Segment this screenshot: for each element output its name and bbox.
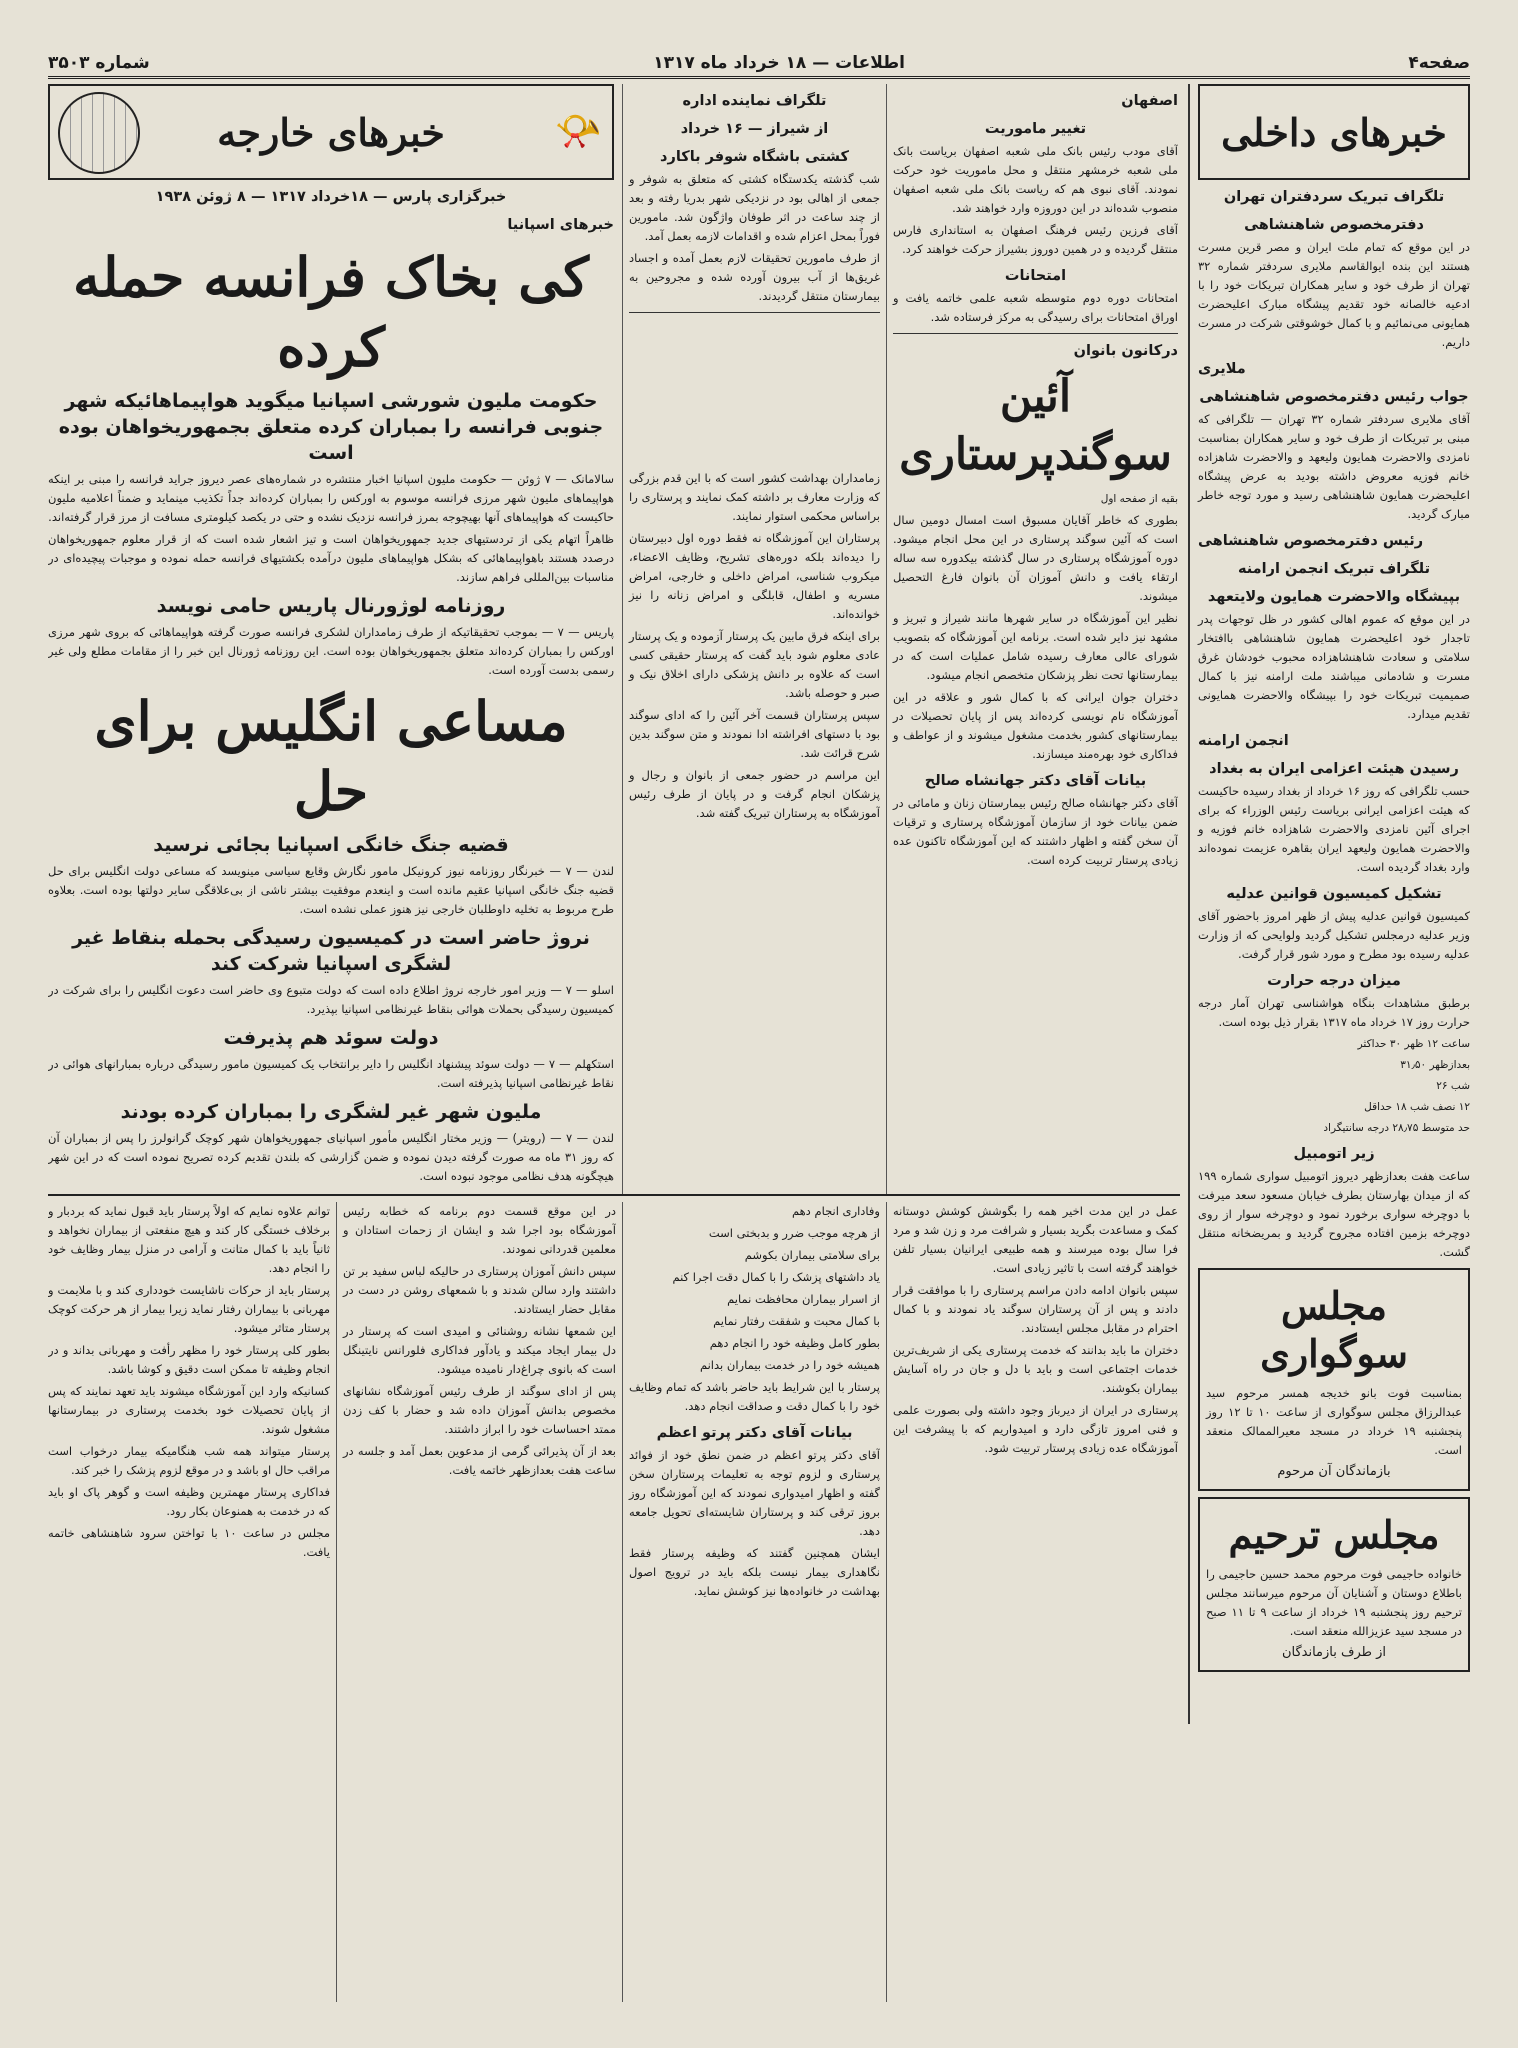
lower-column-3	[336, 1202, 616, 2002]
article-text: پرستار باید از حرکات ناشایست خودداری کند و با ملایمت و مهربانی با بیماران رفتار نماید زیرا بیمار از هر حرکت کوچک پرستار متاثر میشود.	[48, 1283, 330, 1335]
section-divider	[48, 1194, 1180, 1196]
temperature-row: ۱۲ نصف شب ۱۸ حداقل	[1364, 1101, 1470, 1113]
section-label: خبرهای اسپانیا	[507, 217, 614, 233]
headline: تلگراف نماینده اداره	[682, 93, 827, 109]
article-text: آقای فرزین رئیس فرهنگ اصفهان به استانداری فارس منتقل گردیده و در همین دوروز بشیراز حرکت خواهند کرد.	[893, 223, 1178, 256]
oath-item: یاد داشتهای پزشک را با کمال دقت اجرا کنم	[672, 1270, 880, 1284]
headline: جواب رئیس دفترمخصوص شاهنشاهی	[1199, 389, 1469, 405]
headline: رسیدن هیئت اعزامی ایران به بغداد	[1209, 761, 1459, 777]
article-text: فداکاری پرستار مهمترین وظیفه است و گوهر پاک او باید که در خدمت به همنوعان بکار رود.	[48, 1485, 330, 1518]
article-text: پرستار با این شرایط باید حاضر باشد که تمام وظایف خود را با کمال دقت و صداقت انجام دهد.	[629, 1380, 880, 1413]
headline: میزان درجه حرارت	[1267, 973, 1401, 989]
article-text: این مراسم در حضور جمعی از بانوان و رجال و پزشکان انجام گرفت و در پایان از طرف رئیس آموزشگاه به پرستاران تبریک گفته شد.	[629, 768, 880, 820]
oath-item: وفاداری انجام دهم	[791, 1204, 880, 1218]
lower-column-4	[48, 1202, 330, 2002]
article-text: شب گذشته یکدستگاه کشتی که متعلق به شوفر و جمعی از اهالی بود در نزدیکی شهر بدریا رفته و بعد از چند ساعت در اثر طوفان واژگون شد. مامورین فوراً بمحل اعزام شده و اقدامات لازمه بعمل آمد.	[629, 172, 880, 243]
oath-item: با کمال محبت و شفقت رفتار نمایم	[713, 1314, 880, 1328]
article-text: برطبق مشاهدات بنگاه هواشناسی تهران آمار درجه حرارت روز ۱۷ خرداد ماه ۱۳۱۷ بقرار ذیل بوده است.	[1198, 996, 1470, 1029]
signature: انجمن ارامنه	[1198, 733, 1289, 749]
oath-item: همیشه خود را در خدمت بیماران بدانم	[699, 1358, 880, 1372]
notice-title: مجلس سوگواری	[1260, 1283, 1408, 1376]
divider	[629, 312, 880, 313]
article-text: دختران جوان ایرانی که با کمال شور و علاقه در این آموزشگاه نام نویسی کرده‌اند پس از پایان تحصیلات در بیمارستانهای کشور بخدمت مشغول میشوند و از عواطف و فداکاری خود بهره‌مند میسازند.	[893, 690, 1178, 761]
continued-note: بقیه از صفحه اول	[1100, 493, 1178, 505]
article-text: ظاهراً اتهام یکی از تردستیهای جدید جمهوریخواهان است و تیز اشعار شده است که از قرار معلوم جمهوریخواهان درصدد هستند باهواپیماهائی که بشکل هواپیماهای ملیون درآمده بکشتیهای فرانسه حمله نموده و موجبات پیچیده‌ای در مناسبات بین‌المللی فراهم سازند.	[48, 532, 614, 584]
sub-headline: حکومت ملیون شورشی اسپانیا میگوید هواپیماهائیکه شهر جنوبی فرانسه را بمباران کرده متعلق بجمهوریخواهان بوده است	[58, 390, 604, 464]
article-text: سپس پرستاران قسمت آخر آئین را که ادای سوگند بود با دستهای افراشته ادا نمودند و متن سوگند بدین شرح قرائت شد.	[629, 708, 880, 760]
foreign-news-title: خبرهای خارجه	[217, 109, 445, 155]
article-text: سالامانک — ۷ ژوئن — حکومت ملیون اسپانیا اخبار منتشره در شماره‌های عصر دیروز جراید فرانسه را مبنی بر اینکه هواپیماهای ملیون شهر مرزی فرانسه موسوم به اورکس را بمباران کرده‌اند جداً تکذیب مینماید و ضمناً اعلامیه ملیون حاکیست که هواپیماهای آنها بهیچوجه بمرز فرانسه نزدیک نشده و حتی در یکصد کیلومتری مسافت از مرز قرار گرفته‌اند.	[48, 472, 614, 524]
headline: تغییر ماموریت	[984, 121, 1087, 137]
dateline: از شیراز — ۱۶ خرداد	[680, 121, 829, 137]
temperature-row: بعدازظهر ۳۱٫۵۰	[1400, 1059, 1470, 1071]
feature-headline: آئین سوگندپرستاری	[899, 371, 1172, 480]
column-shiraz-news	[622, 84, 880, 1194]
article-text: اسلو — ۷ — وزیر امور خارجه نروژ اطلاع داده است که دولت متبوع وی حاضر است دعوت انگلیس را برای شرکت در کمیسیون رسیدگی بحملات هوائی بنقاط غیرنظامی اسپانیا بپذیرد.	[48, 983, 614, 1016]
headline: تلگراف تبریک انجمن ارامنه	[1237, 561, 1431, 577]
article-text: کمیسیون قوانین عدلیه پیش از ظهر امروز باحضور آقای وزیر عدلیه درمجلس تشکیل گردید ولوایحی که از وزارت عدلیه رسیده بود مطرح و مورد شور قرار گرفت.	[1198, 909, 1470, 961]
article-text: پس از ادای سوگند از طرف رئیس آموزشگاه نشانهای مخصوص بدانش آموزان داده شد و حضار با کف زدن ممتد احساسات خود را ابراز داشتند.	[343, 1384, 616, 1436]
section-label: درکانون بانوان	[1073, 343, 1178, 359]
column-foreign-news	[48, 84, 614, 1194]
headline: بپیشگاه والاحضرت همایون ولایتعهد	[1207, 589, 1461, 605]
memorial-notice	[1198, 1497, 1470, 1672]
article-text: آقای دکتر پرتو اعظم در ضمن نطق خود از فوائد پرستاری و لزوم توجه به تعلیمات پرستاران سخن گفته و اظهار امیدواری نمودند که این آموزشگاه روز بروز ترقی کند و پرستاران شایسته‌ای تحویل جامعه دهد.	[629, 1448, 880, 1538]
divider	[893, 333, 1178, 334]
domestic-news-title: خبرهای داخلی	[1221, 109, 1447, 155]
headline: ملیون شهر غیر لشگری را بمباران کرده بودند	[120, 1101, 542, 1123]
notice-signature: بازماندگان آن مرحوم	[1277, 1464, 1391, 1479]
column-isfahan-news	[886, 84, 1178, 1194]
temperature-row: ساعت ۱۲ ظهر ۳۰ حداکثر	[1357, 1038, 1470, 1050]
gramophone-horn-icon: 📯	[554, 108, 602, 153]
mourning-notice	[1198, 1268, 1470, 1491]
article-text: در این موقع که تمام ملت ایران و مصر قرین مسرت هستند این بنده ایوالقاسم ملایری سردفتر شماره ۳۲ تهران از طرف خود و سایر همکاران تبریکات خود را با ادعیه خالصانه خود تقدیم پیشگاه مبارک اعلیحضرت همایونی می‌نمائیم و با کمال خوشوقتی شرکت در مسرت داریم.	[1198, 240, 1470, 349]
masthead-date: اطلاعات — ۱۸ خرداد ماه ۱۳۱۷	[653, 53, 905, 73]
globe-icon	[58, 92, 140, 174]
headline: امتحانات	[1004, 268, 1067, 284]
article-text: مجلس در ساعت ۱۰ با تواختن سرود شاهنشاهی خاتمه یافت.	[48, 1526, 330, 1559]
article-text: پرستاری در ایران از دیرباز وجود داشته ولی بصورت علمی و فنی امروز تازگی دارد و امیدواریم که با پیشرفت این آموزشگاه عده زیادی پرستار تربیت شود.	[893, 1403, 1178, 1455]
article-text: بعد از آن پذیرائی گرمی از مدعوین بعمل آمد و جلسه در ساعت هفت بعدازظهر خاتمه یافت.	[343, 1444, 616, 1477]
article-text: بطوری که خاطر آقایان مسبوق است امسال دومین سال است که آئین سوگند پرستاری در این محل انجام میشود. دوره آموزشگاه پرستاری در سال گذشته بیکدوره سه ساله ارتقاء یافت و دانش آموزان آن بانوان فارغ التحصیل میشوند.	[893, 513, 1178, 603]
issue-number: شماره ۳۵۰۳	[48, 53, 150, 73]
article-text: آقای مودب رئیس بانک ملی شعبه اصفهان بریاست بانک ملی شعبه خرمشهر منتقل و محل ماموریت خود حرکت نمودند. آقای نبوی هم که ریاست بانک ملی شعبه اصفهان منصوب شده‌اند در این دوروزه وارد خواهند شد.	[893, 144, 1178, 215]
article-text: از طرف مامورین تحقیقات لازم بعمل آمده و اجساد غریق‌ها از آب بیرون آورده شده و مجروحین به بیمارستان منتقل گردیدند.	[629, 251, 880, 303]
main-headline: مساعی انگلیس برای حل	[94, 689, 568, 823]
oath-item: برای سلامتی بیماران بکوشم	[744, 1248, 880, 1262]
article-text: پرستاران این آموزشگاه نه فقط دوره اول دبیرستان را دیده‌اند بلکه دوره‌های تشریح، وظایف الاعضاء، میکروب شناسی، امراض داخلی و خارجی، امراض مسریه و اطفال، قابلگی و امراض زنانه را نیز خوانده‌اند.	[629, 531, 880, 621]
foreign-news-banner	[48, 84, 614, 180]
lower-column-2	[622, 1202, 880, 2002]
article-text: کسانیکه وارد این آموزشگاه میشوند باید تعهد نمایند که پس از پایان تحصیلات خود بخدمت پرستاری در بیمارستانها مشغول شوند.	[48, 1384, 330, 1436]
headline: کشتی باشگاه شوفر باکارد	[660, 149, 849, 165]
article-text: ایشان همچنین گفتند که وظیفه پرستار فقط نگاهداری بیمار نیست بلکه باید در ترویج اصول بهداشت در خانواده‌ها نیز کوشش نماید.	[629, 1546, 880, 1598]
article-text: استکهلم — ۷ — دولت سوئد پیشنهاد انگلیس را دایر برانتخاب یک کمیسیون مامور رسیدگی درباره بمبارانهای هوائی در نقاط غیرنظامی اسپانیا پذیرفته است.	[48, 1057, 614, 1090]
headline: بیانات آقای دکتر پرتو اعظم	[656, 1425, 853, 1441]
domestic-news-banner	[1198, 84, 1470, 180]
article-text: پرستار میتواند همه شب هنگامیکه بیمار درخواب است مراقب حال او باشد و در موقع لزوم پزشک را خبر کند.	[48, 1444, 330, 1477]
headline: تلگراف تبریک سردفتران تهران	[1223, 189, 1445, 205]
headline: زیر اتومبیل	[1293, 1146, 1375, 1162]
article-text: عمل در این مدت اخیر همه را بگوشش کوشش دوستانه کمک و مساعدت بگرید بسیار و شرافت مرد و زن شد و مرد فرا سال بوده میرسند و همه طبیعی ایرانیان بسیار تلفن خواهند گرفته است با تاثیر زیادی است.	[893, 1204, 1178, 1275]
article-text: سپس دانش آموزان پرستاری در حالیکه لباس سفید بر تن داشتند وارد سالن شدند و با شمعهای روشن در دست در مقابل حضار ایستادند.	[343, 1264, 616, 1316]
temperature-row: حد متوسط ۲۸٫۷۵ درجه سانتیگراد	[1323, 1122, 1470, 1134]
sub-headline: قضیه جنگ خانگی اسپانیا بجائی نرسید	[153, 834, 509, 856]
article-text: دختران ما باید بدانند که خدمت پرستاری یکی از شریف‌ترین خدمات اجتماعی است و باید با دل و جان در راه آسایش بیماران بکوشند.	[893, 1343, 1178, 1395]
oath-item: از هرچه موجب ضرر و بدبختی است	[708, 1226, 880, 1240]
article-text: آقای ملایری سردفتر شماره ۳۲ تهران — تلگرافی که مبنی بر تبریکات از طرف خود و سایر همکاران بمناسبت نامزدی والاحضرت همایون ولیعهد و والاحضرت شاهزاده خانم فوزیه معروض داشته بودید به عرض پیشگاه اعلیحضرت همایون شاهنشاهی رسید و مورد توجه خاطر مبارک گردید.	[1198, 412, 1470, 521]
notice-text: بمناسبت فوت بانو خدیجه همسر مرحوم سید عبدالرزاق مجلس سوگواری از ساعت ۱۰ تا ۱۲ روز پنجشنبه ۱۹ خرداد در مسجد معیرالممالک منعقد است.	[1206, 1386, 1463, 1457]
article-text: برای اینکه فرق مابین یک پرستار آزموده و یک پرستار عادی معلوم شود باید گفت که پرستار حقیقی کسی است که علاوه بر دانش پزشکی دارای اخلاق نیک و صبر و حوصله باشد.	[629, 629, 880, 700]
masthead	[48, 50, 1470, 79]
article-text: لندن — ۷ — خبرنگار روزنامه نیوز کرونیکل مامور نگارش وقایع سیاسی مینویسد که مساعی دولت انگلیس برای حل قضیه جنگ خانگی اسپانیا عقیم مانده است و اینعدم موفقیت بیشتر ناشی از بی‌علاقگی سایر دولتها بوده است. بعلاوه طرح مربوط به تخلیه داوطلبان خارجی نیز هنوز عملی نشده است.	[48, 864, 614, 916]
article-text: سپس بانوان ادامه دادن مراسم پرستاری را با موافقت قرار دادند و پس از آن پرستاران سوگند یاد نمودند و با کمال احترام در مقابل مجلس ایستادند.	[893, 1283, 1178, 1335]
notice-title: مجلس ترحیم	[1228, 1512, 1440, 1557]
article-text: بطور کلی پرستار خود را مظهر رأفت و مهربانی بداند و در انجام وظیفه تا ممکن است دقیق و کوشا باشد.	[48, 1343, 330, 1376]
article-text: این شمعها نشانه روشنائی و امیدی است که پرستار در دل بیمار ایجاد میکند و یادآور فداکاری فلورانس نایتینگل است که بانوی چراغ‌دار نامیده میشود.	[343, 1324, 616, 1376]
article-text: پاریس — ۷ — بموجب تحقیقاتیکه از طرف زمامداران لشکری فرانسه صورت گرفته هواپیماهائی که بروی شهر مرزی اورکس را بمباران کرده‌اند متعلق بجمهوریخواهان بوده است. این روزنامه ژورنال این خبر را از مقامات مطلع ولی غیر رسمی بدست آورده است.	[48, 625, 614, 677]
spacer	[629, 319, 880, 469]
signature: ملایری	[1198, 361, 1246, 377]
notice-text: خانواده حاجیمی فوت مرحوم محمد حسین حاجیمی را باطلاع دوستان و آشنایان آن مرحوم میرسانند مجلس ترحیم روز پنجشنبه ۱۹ خرداد از ساعت ۹ تا ۱۱ صبح در مسجد سید عزیزالله منعقد است.	[1206, 1567, 1462, 1638]
city-label: اصفهان	[1121, 93, 1178, 109]
article-text: لندن — ۷ — (رویتر) — وزیر مختار انگلیس مأمور اسپانیای جمهوریخواهان شهر کوچک گرانولرز را پس از بمباران آن که روز ۳۱ ماه مه صورت گرفته دیدن نموده و ضمن گزارشی که بلندن تقدیم کرده تصریح نموده است که در این شهر هیچگونه هدف نظامی موجود نبوده است.	[48, 1131, 614, 1183]
lower-column-1	[886, 1202, 1178, 2002]
page-number: صفحه۴	[1408, 53, 1470, 73]
headline: نروژ حاضر است در کمیسیون رسیدگی بحمله بنقاط غیر لشگری اسپانیا شرکت کند	[72, 927, 590, 975]
signature: رئیس دفترمخصوص شاهنشاهی	[1198, 533, 1424, 549]
temperature-table	[1198, 1035, 1470, 1137]
article-text: حسب تلگرافی که روز ۱۶ خرداد از بغداد رسیده حاکیست که هیئت اعزامی ایرانی بریاست رئیس الوزراء که برای اجرای آئین نامزدی والاحضرت شاهزاده خانم فوزیه و والاحضرت همایون ولیعهد ایران بقاهره عزیمت نموده‌اند وارد بغداد گردیده است.	[1198, 784, 1470, 874]
article-text: آقای دکتر جهانشاه صالح رئیس بیمارستان زنان و مامائی در ضمن بیانات خود از سازمان آموزشگاه پرستاری و ترقیات آن سخن گفته و اظهار داشتند که این آموزشگاه تاکنون عده زیادی پرستار تربیت کرده است.	[893, 796, 1178, 867]
headline: بیانات آقای دکتر جهانشاه صالح	[924, 773, 1147, 789]
main-headline: کی بخاک فرانسه حمله کرده	[73, 245, 589, 379]
headline: تشکیل کمیسیون قوانین عدلیه	[1226, 886, 1442, 902]
oath-item: بطور کامل وظیفه خود را انجام دهم	[709, 1336, 880, 1350]
article-text: نظیر این آموزشگاه در سایر شهرها مانند شیراز و تبریز و مشهد نیز دایر شده است. برنامه این آموزشگاه که بتصویب شورای عالی معارف رسیده شامل عملیات است که در بیمارستانها تحت نظر پزشکان متخصص انجام میشود.	[893, 611, 1178, 682]
article-text: امتحانات دوره دوم متوسطه شعبه علمی خاتمه یافت و اوراق امتحانات برای رسیدگی به مرکز فرستاده شد.	[893, 291, 1178, 324]
column-domestic-news	[1188, 84, 1470, 1724]
headline: روزنامه لوژورنال پاریس حامی نویسد	[156, 595, 506, 617]
agency-line: خبرگزاری پارس — ۱۸خرداد ۱۳۱۷ — ۸ ژوئن ۱۹۳۸	[155, 189, 507, 205]
article-text: توانم علاوه نمایم که اولاً پرستار باید قبول نماید که بردبار و برخلاف خستگی کار کند و هیچ منفعتی از بیماران نخواهد و ثانیاً باید با کمال متانت و آرامی در منزل بیمار وظایف خود را انجام دهد.	[48, 1204, 330, 1275]
article-text: در این موقع قسمت دوم برنامه که خطابه رئیس آموزشگاه بود اجرا شد و ایشان از زحمات استادان و معلمین قدردانی نمودند.	[343, 1204, 616, 1256]
headline: دولت سوئد هم پذیرفت	[223, 1027, 439, 1049]
article-text: ساعت هفت بعدازظهر دیروز اتومبیل سواری شماره ۱۹۹ که از میدان بهارستان بطرف خیابان مسعود سعد میرفت با دوچرخه سواری برخورد نمود و دوچرخه سوار از روی دوچرخه بزمین افتاده مجروح گردید و بمریضخانه منتقل گشت.	[1198, 1169, 1470, 1259]
article-text: زمامداران بهداشت کشور است که با این قدم بزرگی که وزارت معارف بر داشته کمک نمایند و پرستاری را براساس محکمی استوار نمایند.	[629, 471, 880, 523]
headline: دفترمخصوص شاهنشاهی	[1244, 217, 1424, 233]
oath-item: از اسرار بیماران محافظت نمایم	[727, 1292, 880, 1306]
temperature-row: شب ۲۶	[1436, 1080, 1470, 1092]
notice-signature: از طرف بازماندگان	[1281, 1645, 1387, 1660]
article-text: در این موقع که عموم اهالی کشور در ظل توجهات پدر تاجدار خود اعلیحضرت همایون شاهنشاهی باافتخار سلامتی و سعادت شاهنشاهزاده محبوب خودشان غرق مسرت و شادمانی میباشند ملت ارامنه نیز با کمال صمیمیت تبریکات خود را بپیشگاه والاحضرت همایونی تقدیم میدارد.	[1198, 612, 1470, 721]
